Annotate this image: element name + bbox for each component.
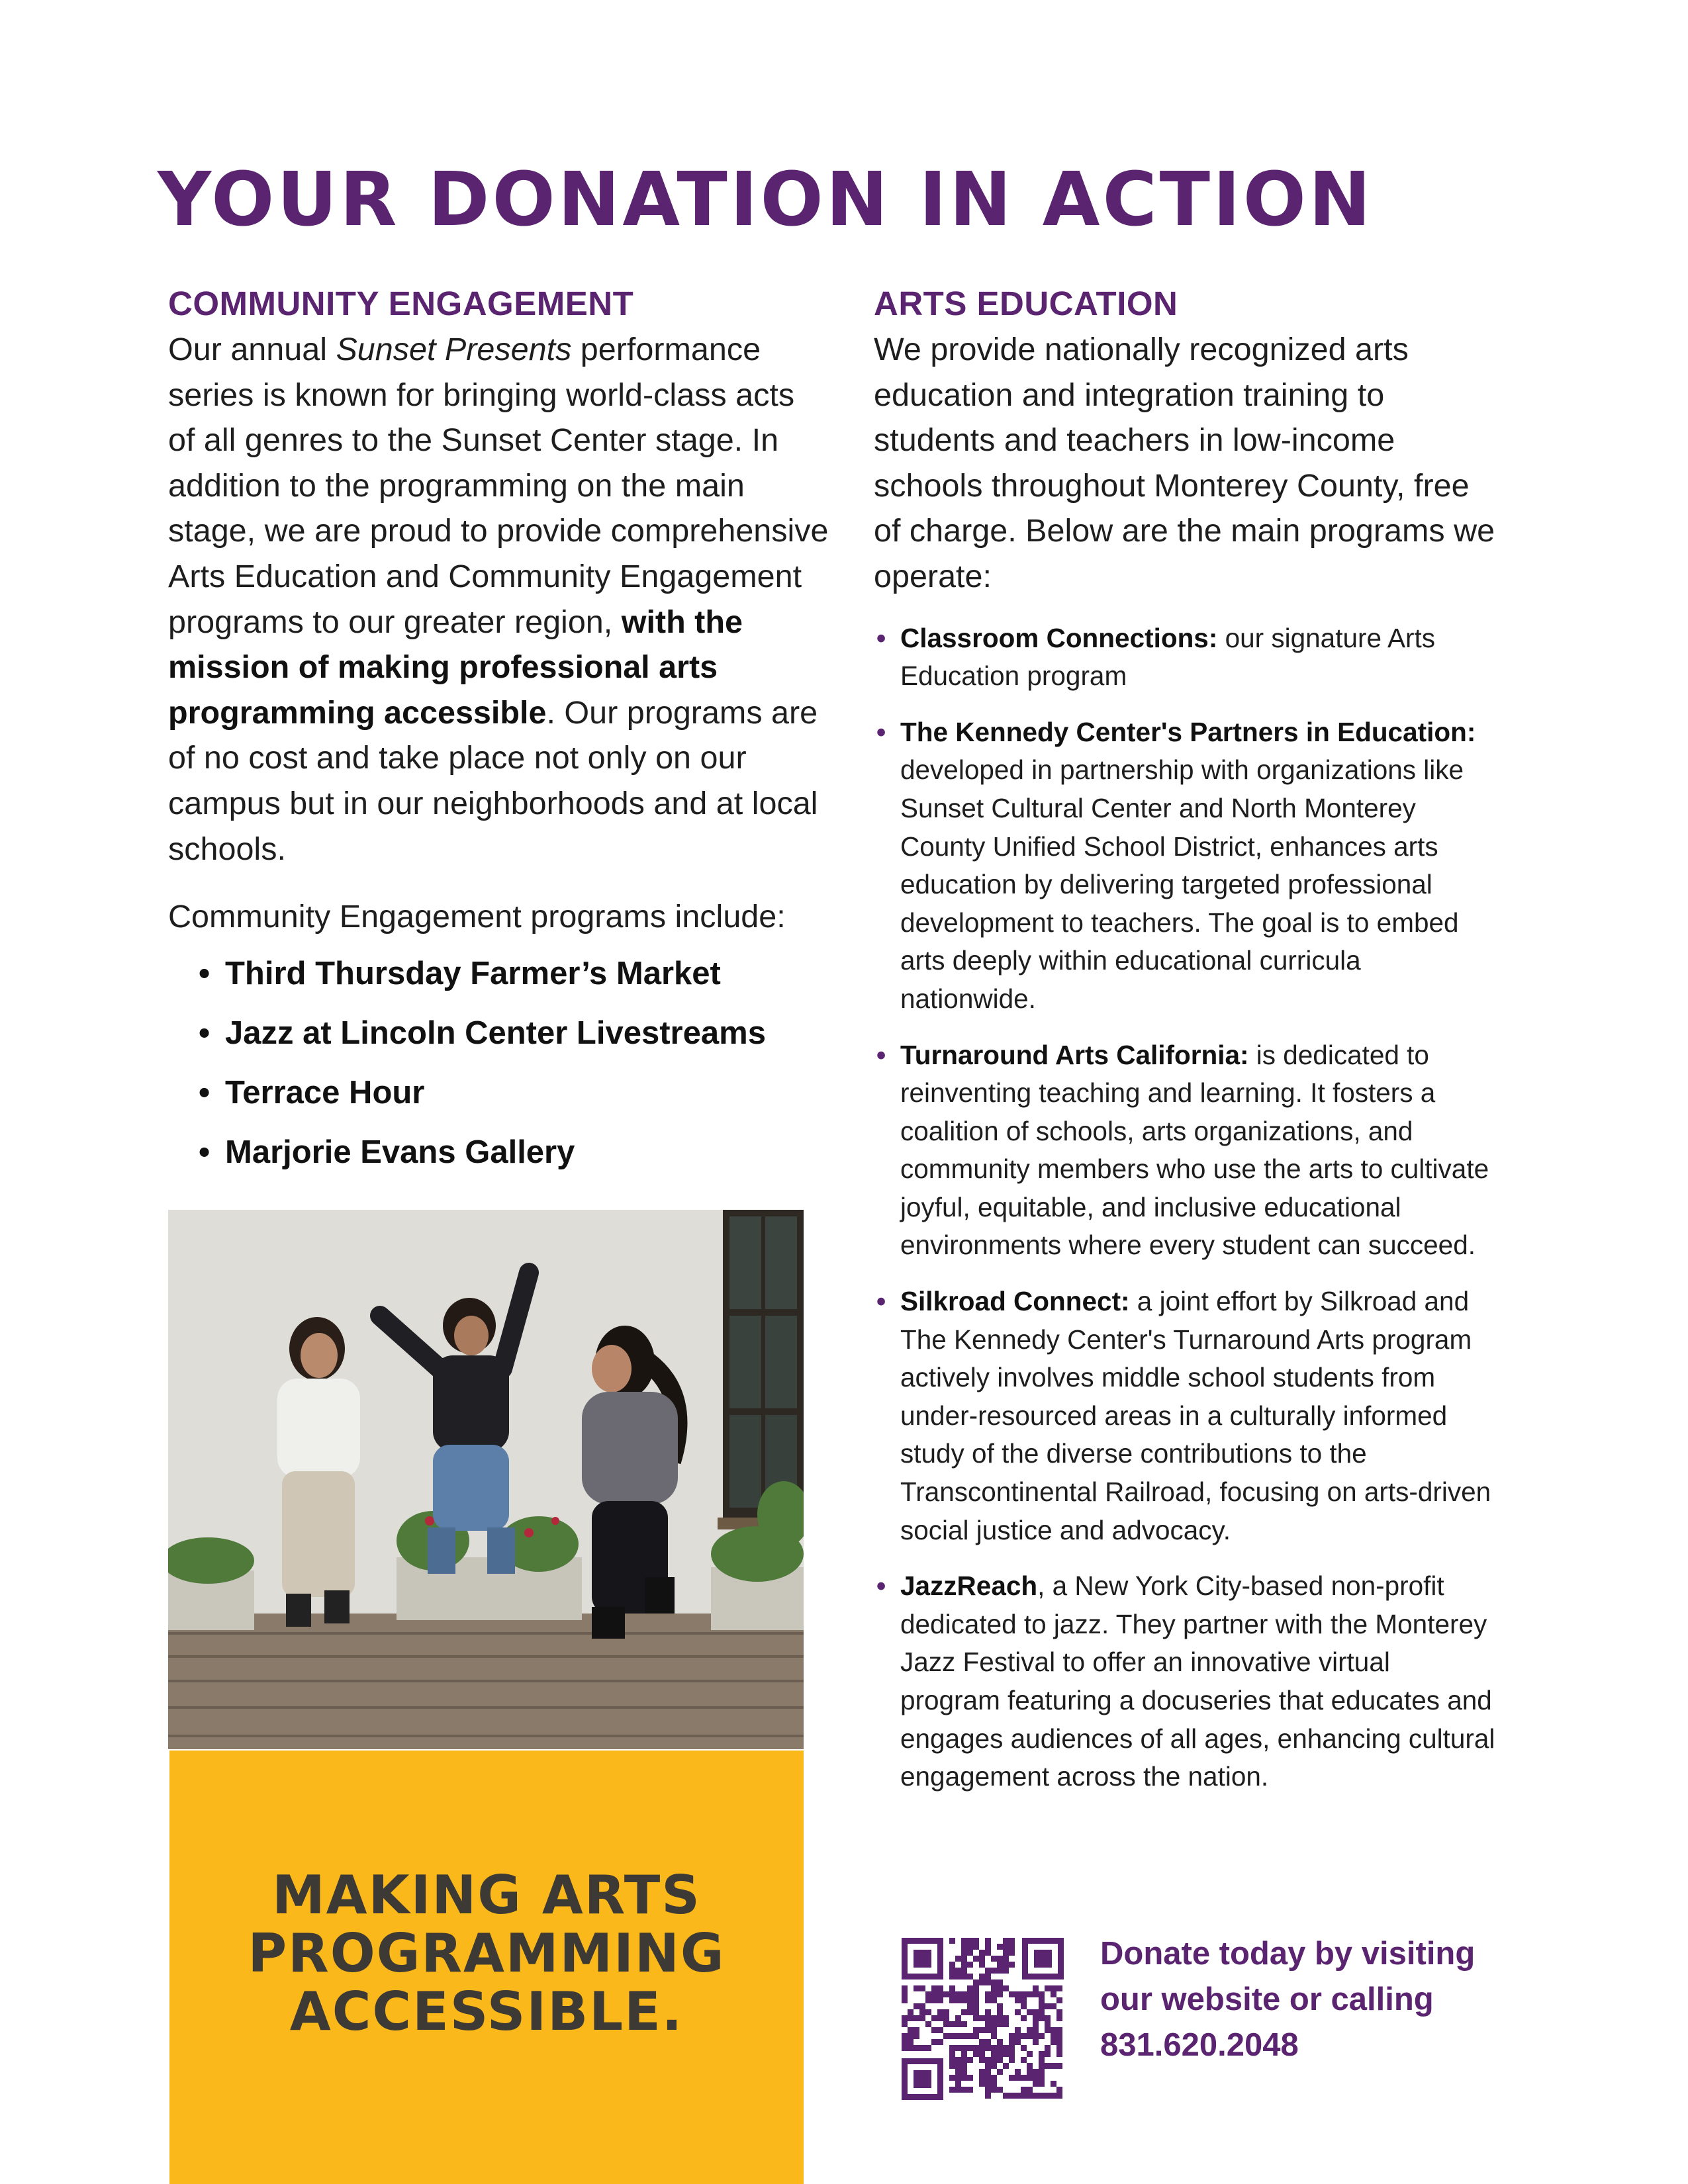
callout-text: MAKING ARTS PROGRAMMING ACCESSIBLE. — [248, 1864, 726, 2042]
mission-statement: with the mission of making professional arts programming accessible — [168, 604, 743, 731]
list-item: • Marjorie Evans Gallery — [168, 1122, 830, 1182]
program-name: Silkroad Connect: — [900, 1286, 1130, 1317]
list-item: • Classroom Connections: our signature Arts Education program — [874, 619, 1496, 696]
list-item: • Silkroad Connect: a joint effort by Silkroad and The Kennedy Center's Turnaround Arts program actively involves middle school students from under-resourced areas in a culturally informed study of the diverse contributions to the Transcontinental Railroad, focusing on arts-driven social justice and advocacy. — [874, 1283, 1496, 1549]
bullet-icon: • — [199, 955, 211, 991]
page-title: YOUR DONATION IN ACTION — [158, 157, 1374, 243]
bullet-icon: • — [876, 716, 886, 747]
bullet-icon: • — [199, 1134, 211, 1170]
bullet-icon: • — [199, 1074, 211, 1111]
bullet-icon: • — [876, 1286, 886, 1317]
list-item: • Turnaround Arts California: is dedicated to reinventing teaching and learning. It fosters a coalition of schools, arts organizations, and community members who use the arts to cultivate joyful, equitable, and inclusive educational environments where every student can succeed. — [874, 1036, 1496, 1265]
bullet-icon: • — [876, 1570, 886, 1602]
program-name: Turnaround Arts California: — [900, 1039, 1249, 1070]
bullet-icon: • — [876, 622, 886, 653]
arts-education-intro: We provide nationally recognized arts education and integration training to students and teachers in low-income schools throughout Monterey County, free of charge. Below are the main programs we operate: — [874, 332, 1495, 594]
community-engagement-section — [168, 281, 830, 1182]
list-item: • Terrace Hour — [168, 1063, 830, 1122]
donate-line-1: Donate today by visiting — [1100, 1936, 1476, 1972]
donate-call-to-action — [1100, 1931, 1511, 2068]
bullet-icon: • — [199, 1015, 211, 1051]
list-item: • JazzReach, a New York City-based non-profit dedicated to jazz. They partner with the Monterey Jazz Festival to offer an innovative virtual program featuring a docuseries that educates and engages audiences of all ages, enhancing cultural engagement across the nation. — [874, 1567, 1496, 1796]
program-name: Classroom Connections: — [900, 622, 1218, 653]
program-name: The Kennedy Center's Partners in Education: — [900, 716, 1476, 747]
list-item: • The Kennedy Center's Partners in Education: developed in partnership with organizations like Sunset Cultural Center and North Monterey County Unified School District, enhances arts education by delivering targeted professional development to teachers. The goal is to embed arts deeply within educational curricula nationwide. — [874, 713, 1496, 1019]
arts-education-programs-list — [874, 619, 1496, 1796]
series-name: Sunset Presents — [336, 332, 572, 367]
bullet-icon: • — [876, 1039, 886, 1070]
donate-line-2: our website or calling — [1100, 1981, 1434, 2017]
phone-number[interactable]: 831.620.2048 — [1100, 2027, 1299, 2063]
list-item: • Third Thursday Farmer’s Market — [168, 944, 830, 1003]
callout-box — [169, 1751, 804, 2184]
community-programs-list — [168, 944, 830, 1182]
list-item: • Jazz at Lincoln Center Livestreams — [168, 1003, 830, 1063]
students-jumping-photo — [168, 1210, 804, 1749]
community-engagement-heading: COMMUNITY ENGAGEMENT — [168, 285, 634, 322]
programs-intro: Community Engagement programs include: — [168, 899, 786, 935]
community-engagement-intro: Our annual Sunset Presents performance series is known for bringing world-class acts of all genres to the Sunset Center stage. In addition to the programming on the main stage, we are proud to provide comprehensive Arts Education and Community Engagement programs to our greater region, with the mission of making professional arts programming accessible. Our programs are of no cost and take place not only on our campus but in our neighborhoods and at local schools. — [168, 332, 829, 867]
arts-education-section — [874, 281, 1496, 1814]
arts-education-heading: ARTS EDUCATION — [874, 285, 1178, 322]
qr-code-icon[interactable] — [902, 1938, 1064, 2100]
program-name: JazzReach — [900, 1570, 1038, 1602]
